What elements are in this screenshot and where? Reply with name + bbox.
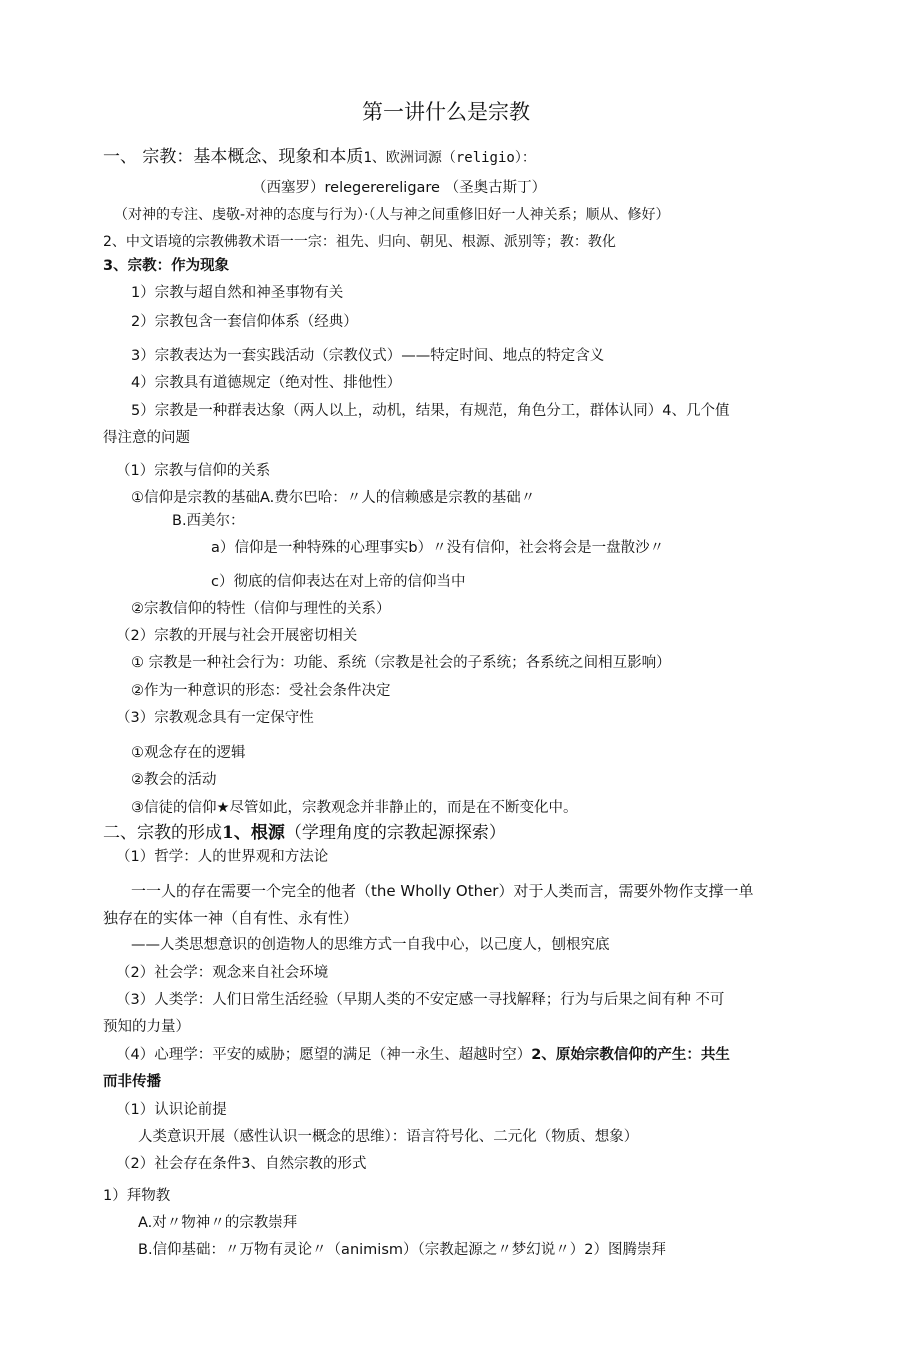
- subsection-heading: （1）宗教与信仰的关系: [116, 463, 271, 479]
- primitive-religion-heading: 2、原始宗教信仰的产生：共生: [531, 1047, 730, 1063]
- paragraph: ① 宗教是一种社会行为：功能、系统（宗教是社会的子系统；各系统之间相互影响）: [131, 655, 671, 671]
- paragraph: 一一人的存在需要一个完全的他者（the Wholly Other）对于人类而言，需要外物作支撑一单: [131, 882, 754, 900]
- list-item: 2）宗教包含一套信仰体系（经典）: [131, 314, 358, 330]
- paragraph: c）彻底的信仰表达在对上帝的信仰当中: [211, 574, 466, 590]
- phenomena-heading: 3、宗教：作为现象: [103, 258, 230, 274]
- paragraph: ①信仰是宗教的基础A.费尔巴哈：〃人的信赖感是宗教的基础〃: [131, 490, 536, 506]
- paragraph: 人类意识开展（感性认识一概念的思维）：语言符号化、二元化（物质、想象）: [138, 1129, 639, 1145]
- subsection-heading: （2）宗教的开展与社会开展密切相关: [116, 628, 358, 644]
- paragraph: A.对〃物神〃的宗教崇拜: [138, 1215, 298, 1231]
- paragraph: ②宗教信仰的特性（信仰与理性的关系）: [131, 601, 391, 617]
- section-2-heading-bold: 1、根源: [222, 823, 285, 843]
- paragraph: ①观念存在的逻辑: [131, 745, 246, 761]
- section-1-heading: [103, 145, 536, 170]
- etymology-note: （对神的专注、虔敬-对神的态度与行为）·（人与神之间重修旧好一人神关系；顺从、修好）: [114, 207, 670, 223]
- subsection-heading: （3）宗教观念具有一定保守性: [116, 710, 314, 726]
- list-item: 4）宗教具有道德规定（绝对性、排他性）: [131, 375, 402, 391]
- subsection-heading: （3）人类学：人们日常生活经验（早期人类的不安定感一寻找解释；行为与后果之间有种 不可: [116, 992, 725, 1008]
- list-item: 3）宗教表达为一套实践活动（宗教仪式）——特定时间、地点的特定含义: [131, 348, 605, 364]
- list-item: 1）拜物教: [103, 1188, 171, 1204]
- subsection-heading: （1）认识论前提: [116, 1102, 227, 1118]
- etymology-line: （西塞罗）relegerereligare （圣奥古斯丁）: [252, 180, 547, 196]
- chinese-context-line: 2、中文语境的宗教佛教术语一一宗：祖先、归向、朝见、根源、派别等；教：教化: [103, 234, 616, 250]
- psychology-text: （4）心理学：平安的威胁；愿望的满足（神一永生、超越时空）: [116, 1047, 532, 1063]
- paragraph: B.西美尔：: [172, 513, 245, 529]
- subsection-heading: （2）社会存在条件3、自然宗教的形式: [116, 1156, 367, 1172]
- paragraph: a）信仰是一种特殊的心理事实b）〃没有信仰，社会将会是一盘散沙〃: [211, 540, 665, 556]
- paragraph: ②教会的活动: [131, 772, 217, 788]
- paragraph: B.信仰基础：〃万物有灵论〃（animism）（宗教起源之〃梦幻说〃）2）图腾崇拜: [138, 1242, 666, 1258]
- section-2-heading: [103, 821, 506, 845]
- paragraph: ③信徒的信仰★尽管如此，宗教观念并非静止的，而是在不断变化中。: [131, 800, 578, 816]
- primitive-religion-heading-continuation: 而非传播: [103, 1074, 161, 1090]
- paragraph: ——人类思想意识的创造物人的思维方式一自我中心，以己度人，刨根究底: [131, 937, 610, 953]
- section-1-heading-tail: 1、欧洲词源（religio）：: [363, 150, 536, 166]
- list-item-continuation: 得注意的问题: [103, 430, 190, 446]
- section-2-heading-main: 二、宗教的形成: [103, 823, 222, 843]
- subsection-heading: （2）社会学：观念来自社会环境: [116, 965, 329, 981]
- list-item: 5）宗教是一种群表达象（两人以上，动机，结果，有规范，角色分工，群体认同）4、几个值: [131, 403, 730, 419]
- paragraph: ②作为一种意识的形态：受社会条件决定: [131, 683, 391, 699]
- section-2-heading-tail: （学理角度的宗教起源探索）: [284, 823, 506, 843]
- subsection-heading: [116, 1045, 730, 1065]
- page-title: 第一讲什么是宗教: [362, 100, 530, 124]
- section-1-heading-main: 一、 宗教：基本概念、现象和本质: [103, 147, 364, 167]
- subsection-heading: （1）哲学：人的世界观和方法论: [116, 849, 329, 865]
- paragraph-continuation: 预知的力量）: [103, 1019, 190, 1035]
- list-item: 1）宗教与超自然和神圣事物有关: [131, 285, 344, 301]
- paragraph-continuation: 独存在的实体一神（自有性、永有性）: [103, 909, 359, 927]
